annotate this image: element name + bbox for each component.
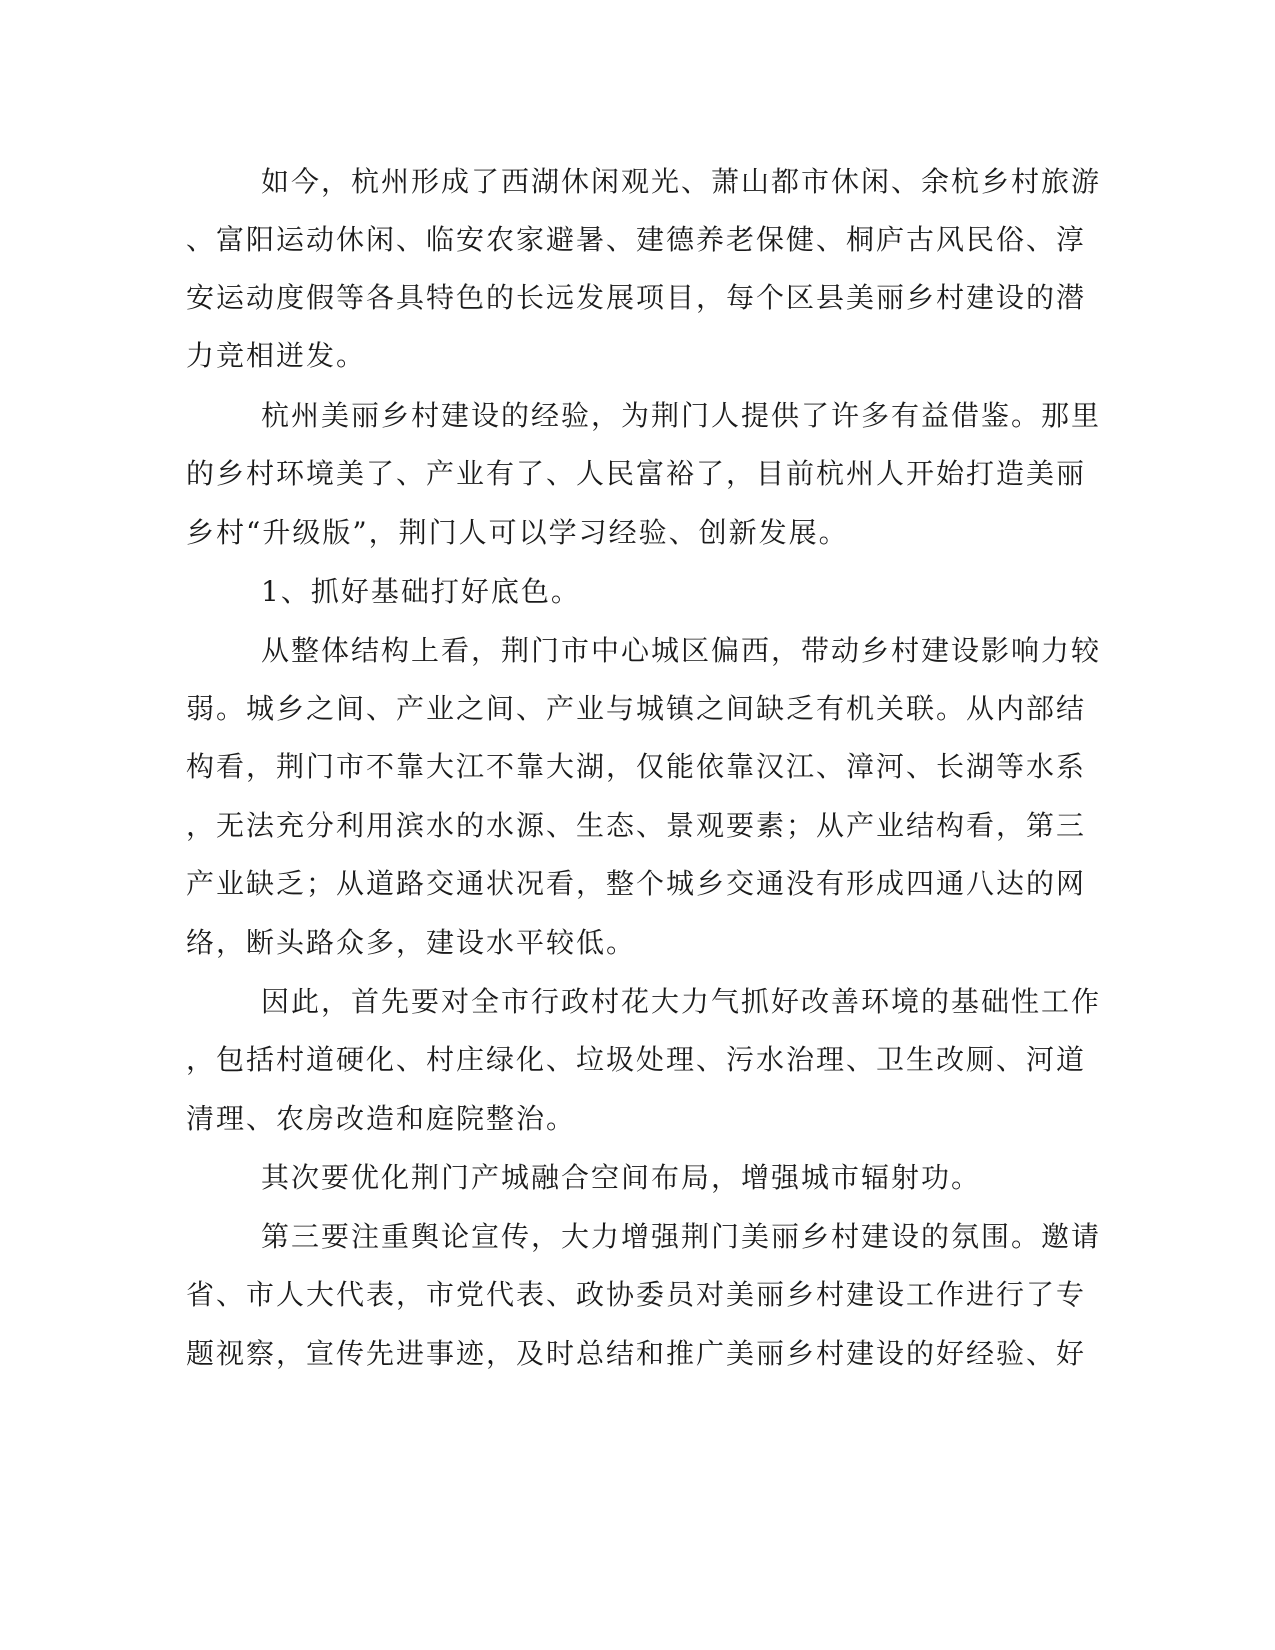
- paragraph-line: 题视察，宣传先进事迹，及时总结和推广美丽乡村建设的好经验、好: [186, 1337, 1087, 1370]
- paragraph-line: 如今，杭州形成了西湖休闲观光、萧山都市休闲、余杭乡村旅游: [261, 165, 1102, 198]
- paragraph-line: 安运动度假等各具特色的长远发展项目，每个区县美丽乡村建设的潜: [186, 281, 1087, 314]
- paragraph-line: 力竞相迸发。: [186, 339, 367, 372]
- paragraph-line: 其次要优化荆门产城融合空间布局，增强城市辐射功。: [261, 1161, 982, 1194]
- paragraph-line: 省、市人大代表，市党代表、政协委员对美丽乡村建设工作进行了专: [186, 1278, 1087, 1311]
- paragraph-line: 清理、农房改造和庭院整治。: [186, 1102, 577, 1135]
- paragraph-line: ，包括村道硬化、村庄绿化、垃圾处理、污水治理、卫生改厕、河道: [186, 1043, 1087, 1076]
- paragraph-line: 的乡村环境美了、产业有了、人民富裕了，目前杭州人开始打造美丽: [186, 457, 1087, 490]
- paragraph-line: 构看，荆门市不靠大江不靠大湖，仅能依靠汉江、漳河、长湖等水系: [186, 750, 1087, 783]
- paragraph-line: 第三要注重舆论宣传，大力增强荆门美丽乡村建设的氛围。邀请: [261, 1220, 1102, 1253]
- paragraph-line: ，无法充分利用滨水的水源、生态、景观要素；从产业结构看，第三: [186, 809, 1087, 842]
- paragraph-line: 从整体结构上看，荆门市中心城区偏西，带动乡村建设影响力较: [261, 634, 1102, 667]
- paragraph-line: 乡村“升级版”，荆门人可以学习经验、创新发展。: [186, 516, 849, 549]
- paragraph-line: 杭州美丽乡村建设的经验，为荆门人提供了许多有益借鉴。那里: [261, 399, 1102, 432]
- paragraph-line: 、富阳运动休闲、临安农家避暑、建德养老保健、桐庐古风民俗、淳: [186, 223, 1087, 256]
- paragraph-line: 产业缺乏；从道路交通状况看，整个城乡交通没有形成四通八达的网: [186, 867, 1087, 900]
- paragraph-line: 弱。城乡之间、产业之间、产业与城镇之间缺乏有机关联。从内部结: [186, 692, 1087, 725]
- section-heading: 1、抓好基础打好底色。: [261, 575, 581, 608]
- paragraph-line: 络，断头路众多，建设水平较低。: [186, 926, 637, 959]
- paragraph-line: 因此，首先要对全市行政村花大力气抓好改善环境的基础性工作: [261, 985, 1102, 1018]
